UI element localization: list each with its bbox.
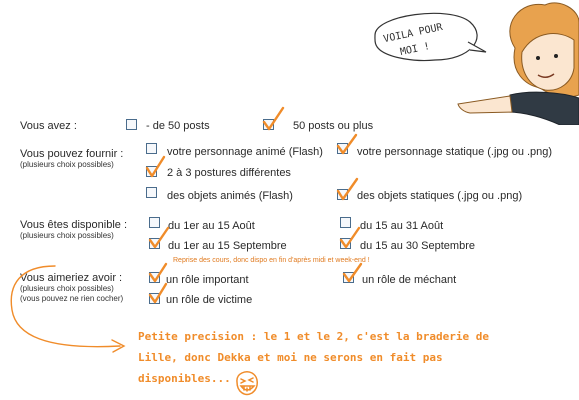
checkbox-objets-animes[interactable] — [146, 187, 157, 198]
sublabel-role-2: (vous pouvez ne rien cocher) — [20, 294, 124, 303]
sublabel-fournir: (plusieurs choix possibles) — [20, 160, 114, 169]
option-objets-statiques: des objets statiques (.jpg ou .png) — [357, 190, 523, 202]
option-1-15-sept: du 1er au 15 Septembre — [168, 240, 287, 252]
option-objets-animes: des objets animés (Flash) — [167, 190, 293, 202]
arm-shape — [508, 92, 579, 125]
checkbox-1-15-sept[interactable] — [149, 238, 160, 249]
option-perso-anime: votre personnage animé (Flash) — [167, 146, 323, 158]
checkbox-15-30-sept[interactable] — [340, 238, 351, 249]
option-role-mechant: un rôle de méchant — [362, 274, 457, 286]
checkbox-moins-50-posts[interactable] — [126, 119, 137, 130]
option-role-important: un rôle important — [166, 274, 249, 286]
option-perso-statique: votre personnage statique (.jpg ou .png) — [357, 146, 553, 158]
checkbox-role-mechant[interactable] — [343, 272, 354, 283]
checkbox-role-important[interactable] — [149, 272, 160, 283]
checkbox-50-posts-plus[interactable] — [263, 119, 274, 130]
label-vous-avez: Vous avez : — [20, 120, 77, 132]
bubble-text-2: MOI ! — [399, 40, 431, 59]
dispo-note: Reprise des cours, donc dispo en fin d'après midi et week-end ! — [173, 257, 370, 264]
label-vous-pouvez-fournir: Vous pouvez fournir : — [20, 148, 124, 160]
option-15-30-sept: du 15 au 30 Septembre — [360, 240, 475, 252]
option-postures: 2 à 3 postures différentes — [167, 167, 291, 179]
bubble-text-1: VOILA POUR — [382, 21, 444, 46]
character-illustration — [360, 0, 579, 125]
laughing-smiley-icon — [232, 368, 262, 398]
checkbox-objets-statiques[interactable] — [337, 189, 348, 200]
checkbox-1-15-aout[interactable] — [149, 217, 160, 228]
arrow-head — [112, 340, 124, 352]
sublabel-role-1: (plusieurs choix possibles) — [20, 284, 114, 293]
label-disponible: Vous êtes disponible : — [20, 219, 128, 231]
option-1-15-aout: du 1er au 15 Août — [168, 220, 255, 232]
sublabel-dispo: (plusieurs choix possibles) — [20, 231, 114, 240]
checkbox-postures[interactable] — [146, 166, 157, 177]
precision-line-3: disponibles... — [138, 372, 231, 385]
option-moins-50-posts: - de 50 posts — [146, 120, 210, 132]
option-role-victime: un rôle de victime — [166, 294, 253, 306]
checkbox-perso-statique[interactable] — [337, 143, 348, 154]
label-role: Vous aimeriez avoir : — [20, 272, 123, 284]
precision-line-2: Lille, donc Dekka et moi ne serons en fait pas — [138, 351, 443, 364]
checkbox-15-31-aout[interactable] — [340, 217, 351, 228]
checkbox-role-victime[interactable] — [149, 293, 160, 304]
option-50-posts-plus: 50 posts ou plus — [293, 120, 374, 132]
checkbox-perso-anime[interactable] — [146, 143, 157, 154]
option-15-31-aout: du 15 au 31 Août — [360, 220, 444, 232]
precision-line-1: Petite precision : le 1 et le 2, c'est la braderie de — [138, 330, 489, 343]
pointing-hand — [458, 96, 512, 113]
